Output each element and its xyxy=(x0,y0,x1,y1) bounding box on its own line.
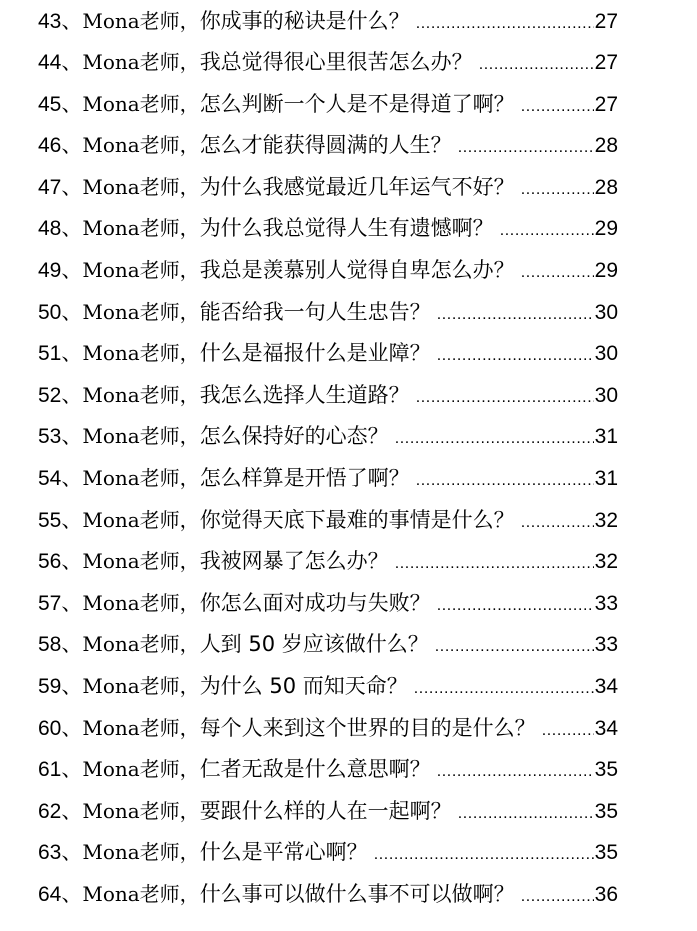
toc-entry[interactable] xyxy=(38,789,618,831)
entry-page-number: 35 xyxy=(594,799,618,823)
dot-leader xyxy=(437,293,594,337)
entry-addressee: Mona老师， xyxy=(82,673,200,698)
toc-entry[interactable] xyxy=(38,539,618,581)
entry-separator: 、 xyxy=(61,9,83,33)
entry-page-number: 27 xyxy=(594,10,618,33)
entry-separator: 、 xyxy=(61,507,83,532)
entry-page-number: 34 xyxy=(594,716,618,740)
toc-entry[interactable] xyxy=(38,706,618,748)
entry-addressee: Mona老师， xyxy=(82,590,200,615)
entry-question: 我总是羡慕别人觉得自卑怎么办？ xyxy=(199,257,515,282)
entry-addressee: Mona老师， xyxy=(82,715,200,740)
dot-leader xyxy=(395,417,594,461)
entry-page-number: 29 xyxy=(594,217,618,241)
toc-entry[interactable] xyxy=(38,40,618,82)
entry-separator: 、 xyxy=(61,216,83,241)
toc-entry[interactable] xyxy=(38,581,618,623)
entry-separator: 、 xyxy=(61,798,83,823)
entry-page-number: 30 xyxy=(594,342,618,366)
entry-page-number: 33 xyxy=(594,591,618,615)
dot-leader xyxy=(521,85,594,129)
toc-entry[interactable] xyxy=(38,664,618,706)
entry-number: 64 xyxy=(38,882,62,906)
dot-leader xyxy=(458,792,594,836)
entry-page-number: 31 xyxy=(594,425,618,449)
dot-leader xyxy=(395,542,594,586)
entry-question: 能否给我一句人生忠告？ xyxy=(199,299,431,324)
toc-entry[interactable] xyxy=(38,872,618,914)
entry-addressee: Mona老师， xyxy=(82,424,200,449)
entry-separator: 、 xyxy=(61,382,83,407)
entry-question: 怎么才能获得圆满的人生？ xyxy=(199,133,452,158)
toc-entry[interactable] xyxy=(38,498,618,540)
entry-addressee: Mona老师， xyxy=(82,9,200,33)
dot-leader xyxy=(437,750,594,794)
entry-page-number: 27 xyxy=(594,51,618,74)
entry-question: 你成事的秘诀是什么？ xyxy=(199,9,410,33)
entry-separator: 、 xyxy=(61,50,83,74)
entry-number: 44 xyxy=(38,51,62,74)
entry-number: 55 xyxy=(38,508,62,532)
dot-leader xyxy=(521,168,594,212)
entry-question: 你怎么面对成功与失败？ xyxy=(199,590,431,615)
entry-addressee: Mona老师， xyxy=(82,299,200,324)
entry-question: 我怎么选择人生道路？ xyxy=(199,382,410,407)
entry-separator: 、 xyxy=(61,465,83,490)
entry-number: 57 xyxy=(38,591,62,615)
entry-separator: 、 xyxy=(61,299,83,324)
entry-question: 我被网暴了怎么办？ xyxy=(199,549,389,574)
entry-addressee: Mona老师， xyxy=(82,91,200,116)
entry-page-number: 28 xyxy=(594,175,618,199)
entry-addressee: Mona老师， xyxy=(82,133,200,158)
entry-number: 59 xyxy=(38,674,62,698)
entry-addressee: Mona老师， xyxy=(82,50,200,74)
entry-number: 62 xyxy=(38,799,62,823)
dot-leader xyxy=(521,501,594,545)
dot-leader xyxy=(521,875,594,919)
toc-entry[interactable] xyxy=(38,123,618,165)
entry-page-number: 36 xyxy=(594,882,618,906)
toc-entry[interactable] xyxy=(38,290,618,332)
dot-leader xyxy=(416,2,594,45)
entry-number: 56 xyxy=(38,550,62,574)
dot-leader xyxy=(458,126,594,170)
entry-page-number: 34 xyxy=(594,674,618,698)
entry-question: 你觉得天底下最难的事情是什么？ xyxy=(199,507,515,532)
entry-question: 怎么保持好的心态？ xyxy=(199,424,389,449)
dot-leader xyxy=(414,667,594,711)
toc-entry[interactable] xyxy=(38,456,618,498)
entry-number: 60 xyxy=(38,716,62,740)
entry-addressee: Mona老师， xyxy=(82,507,200,532)
entry-number: 50 xyxy=(38,300,62,324)
entry-question: 人到 50 岁应该做什么？ xyxy=(199,632,429,657)
entry-page-number: 35 xyxy=(594,841,618,865)
entry-page-number: 35 xyxy=(594,758,618,782)
entry-page-number: 30 xyxy=(594,383,618,407)
entry-separator: 、 xyxy=(61,341,83,366)
toc-entry[interactable] xyxy=(38,747,618,789)
dot-leader xyxy=(374,833,594,877)
entry-page-number: 32 xyxy=(594,508,618,532)
entry-question: 我总觉得很心里很苦怎么办？ xyxy=(199,50,473,74)
toc-entry[interactable] xyxy=(38,331,618,373)
entry-addressee: Mona老师， xyxy=(82,174,200,199)
entry-separator: 、 xyxy=(61,549,83,574)
dot-leader xyxy=(437,334,594,378)
dot-leader xyxy=(435,625,594,669)
entry-addressee: Mona老师， xyxy=(82,549,200,574)
entry-separator: 、 xyxy=(61,590,83,615)
entry-separator: 、 xyxy=(61,840,83,865)
toc-entry[interactable] xyxy=(38,82,618,124)
entry-page-number: 27 xyxy=(594,92,618,116)
entry-separator: 、 xyxy=(61,673,83,698)
entry-addressee: Mona老师， xyxy=(82,798,200,823)
dot-leader xyxy=(437,584,594,628)
entry-page-number: 31 xyxy=(594,466,618,490)
entry-addressee: Mona老师， xyxy=(82,216,200,241)
entry-addressee: Mona老师， xyxy=(82,632,200,657)
dot-leader xyxy=(416,459,594,503)
toc-entry[interactable] xyxy=(38,165,618,207)
entry-question: 为什么我感觉最近几年运气不好？ xyxy=(199,174,515,199)
toc-entry[interactable] xyxy=(38,414,618,456)
entry-number: 47 xyxy=(38,175,62,199)
entry-number: 54 xyxy=(38,466,62,490)
entry-addressee: Mona老师， xyxy=(82,881,200,906)
entry-number: 46 xyxy=(38,134,62,158)
entry-separator: 、 xyxy=(61,757,83,782)
dot-leader xyxy=(521,251,594,295)
entry-question: 什么是平常心啊？ xyxy=(199,840,368,865)
dot-leader xyxy=(542,709,594,753)
entry-number: 53 xyxy=(38,425,62,449)
entry-question: 每个人来到这个世界的目的是什么？ xyxy=(199,715,536,740)
entry-page-number: 30 xyxy=(594,300,618,324)
entry-page-number: 28 xyxy=(594,134,618,158)
entry-addressee: Mona老师， xyxy=(82,465,200,490)
toc-entry[interactable] xyxy=(38,0,618,40)
entry-page-number: 33 xyxy=(594,633,618,657)
entry-question: 仁者无敌是什么意思啊？ xyxy=(199,757,431,782)
toc-entry[interactable] xyxy=(38,622,618,664)
entry-number: 51 xyxy=(38,342,62,366)
entry-separator: 、 xyxy=(61,881,83,906)
entry-separator: 、 xyxy=(61,424,83,449)
toc-entry[interactable] xyxy=(38,248,618,290)
entry-addressee: Mona老师， xyxy=(82,382,200,407)
entry-question: 为什么 50 而知天命？ xyxy=(199,673,408,698)
entry-question: 为什么我总觉得人生有遗憾啊？ xyxy=(199,216,494,241)
entry-number: 45 xyxy=(38,92,62,116)
entry-number: 61 xyxy=(38,758,62,782)
entry-question: 什么是福报什么是业障？ xyxy=(199,341,431,366)
entry-question: 什么事可以做什么事不可以做啊？ xyxy=(199,881,515,906)
toc-entry[interactable] xyxy=(38,373,618,415)
entry-separator: 、 xyxy=(61,715,83,740)
table-of-contents xyxy=(38,0,618,913)
entry-question: 要跟什么样的人在一起啊？ xyxy=(199,798,452,823)
dot-leader xyxy=(479,43,594,87)
entry-number: 48 xyxy=(38,217,62,241)
toc-entry[interactable] xyxy=(38,830,618,872)
entry-separator: 、 xyxy=(61,133,83,158)
dot-leader xyxy=(500,209,594,253)
entry-number: 58 xyxy=(38,633,62,657)
toc-entry[interactable] xyxy=(38,206,618,248)
entry-separator: 、 xyxy=(61,174,83,199)
entry-number: 49 xyxy=(38,258,62,282)
entry-addressee: Mona老师， xyxy=(82,757,200,782)
dot-leader xyxy=(416,376,594,420)
entry-number: 52 xyxy=(38,383,62,407)
entry-number: 43 xyxy=(38,10,62,33)
entry-page-number: 32 xyxy=(594,550,618,574)
entry-question: 怎么样算是开悟了啊？ xyxy=(199,465,410,490)
entry-number: 63 xyxy=(38,841,62,865)
entry-separator: 、 xyxy=(61,257,83,282)
entry-addressee: Mona老师， xyxy=(82,257,200,282)
entry-question: 怎么判断一个人是不是得道了啊？ xyxy=(199,91,515,116)
entry-separator: 、 xyxy=(61,632,83,657)
entry-addressee: Mona老师， xyxy=(82,840,200,865)
entry-page-number: 29 xyxy=(594,258,618,282)
entry-addressee: Mona老师， xyxy=(82,341,200,366)
entry-separator: 、 xyxy=(61,91,83,116)
